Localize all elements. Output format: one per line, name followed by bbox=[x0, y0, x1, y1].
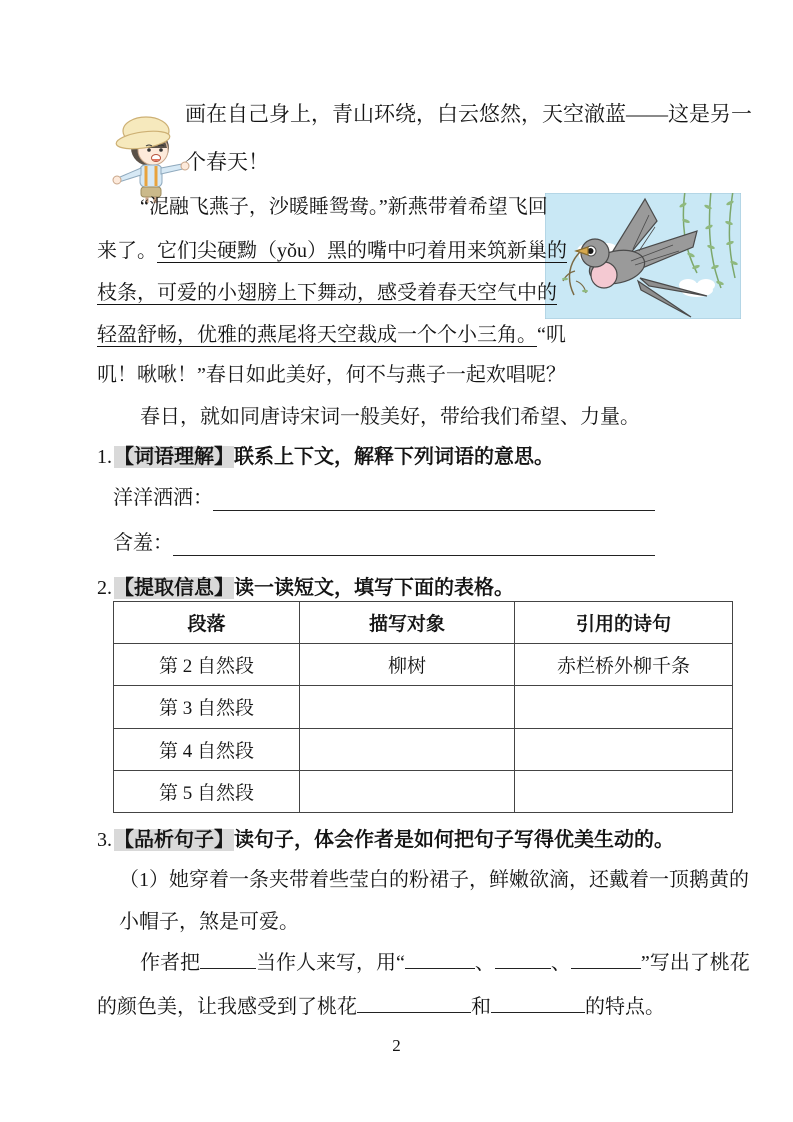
q3-sentence-line-1: （1）她穿着一条夹带着些莹白的粉裙子，鲜嫩欲滴，还戴着一顶鹅黄的 bbox=[119, 869, 749, 891]
table-header-quote: 引用的诗句 bbox=[515, 602, 733, 644]
passage-line-3 bbox=[97, 279, 557, 307]
question-2-number: 2. bbox=[97, 577, 112, 599]
q3-fill-line-2 bbox=[97, 992, 665, 1021]
question-1-text: 联系上下文，解释下列词语的意思。 bbox=[234, 446, 554, 468]
q3-fill-seg-7: 和 bbox=[471, 996, 491, 1018]
q1-item-2 bbox=[113, 530, 655, 556]
q1-item-2-label: 含羞： bbox=[113, 532, 173, 554]
passage-line-4-plain: “叽 bbox=[537, 324, 566, 346]
q3-fill-seg-1: 作者把 bbox=[140, 952, 200, 974]
table-cell-quote-5-blank[interactable] bbox=[515, 770, 733, 812]
question-2-stem bbox=[97, 574, 514, 602]
table-cell-subject-5-blank[interactable] bbox=[300, 770, 515, 812]
intro-line-1: 画在自己身上，青山环绕，白云悠然，天空澈蓝——这是另一 bbox=[185, 102, 752, 126]
q1-item-1 bbox=[113, 485, 655, 511]
passage-line-4-underlined: 轻盈舒畅，优雅的燕尾将天空裁成一个个小三角。 bbox=[97, 324, 537, 346]
q3-fill-seg-6: 的颜色美，让我感受到了桃花 bbox=[97, 996, 357, 1018]
question-1-number: 1. bbox=[97, 446, 112, 468]
swallow-illustration bbox=[545, 193, 741, 319]
table-cell-subject-4-blank[interactable] bbox=[300, 728, 515, 770]
question-3-text: 读句子，体会作者是如何把句子写得优美生动的。 bbox=[234, 829, 674, 851]
table-header-paragraph: 段落 bbox=[114, 602, 300, 644]
question-3-tag: 【品析句子】 bbox=[114, 829, 234, 851]
question-1-stem bbox=[97, 443, 554, 471]
passage-line-2-plain: 来了。 bbox=[97, 240, 157, 262]
q3-fill-line-1 bbox=[140, 948, 750, 977]
question-3-number: 3. bbox=[97, 829, 112, 851]
q3-fill-seg-8: 的特点。 bbox=[585, 996, 665, 1018]
table-cell-subject-3-blank[interactable] bbox=[300, 686, 515, 728]
q3-fill-seg-4: 、 bbox=[550, 952, 571, 974]
table-row bbox=[114, 644, 733, 686]
question-3-stem bbox=[97, 826, 674, 854]
q1-item-2-answer-blank[interactable] bbox=[173, 531, 655, 556]
passage-closing-line: 春日，就如同唐诗宋词一般美好，带给我们希望、力量。 bbox=[140, 406, 640, 428]
q3-sentence-line-2: 小帽子，煞是可爱。 bbox=[119, 911, 299, 933]
question-2-tag: 【提取信息】 bbox=[114, 577, 234, 599]
q1-item-1-answer-blank[interactable] bbox=[213, 486, 655, 511]
q3-answer-blank-2[interactable] bbox=[405, 948, 475, 969]
passage-line-3-underlined: 枝条，可爱的小翅膀上下舞动，感受着春天空气中的 bbox=[97, 282, 557, 304]
q3-fill-seg-5: ”写出了桃花 bbox=[640, 952, 750, 974]
table-cell-quote-2: 赤栏桥外柳千条 bbox=[515, 644, 733, 686]
passage-line-4 bbox=[97, 321, 566, 349]
q3-answer-blank-1[interactable] bbox=[200, 948, 256, 969]
table-cell-subject-2: 柳树 bbox=[300, 644, 515, 686]
table-cell-paragraph-3: 第 3 自然段 bbox=[114, 686, 300, 728]
table-cell-paragraph-4: 第 4 自然段 bbox=[114, 728, 300, 770]
q1-item-1-label: 洋洋洒洒： bbox=[113, 487, 213, 509]
intro-line-2: 个春天！ bbox=[185, 150, 269, 174]
passage-line-5: 叽！啾啾！”春日如此美好，何不与燕子一起欢唱呢？ bbox=[97, 364, 566, 386]
q3-answer-blank-5[interactable] bbox=[357, 992, 471, 1013]
table-cell-paragraph-5: 第 5 自然段 bbox=[114, 770, 300, 812]
table-cell-paragraph-2: 第 2 自然段 bbox=[114, 644, 300, 686]
table-cell-quote-4-blank[interactable] bbox=[515, 728, 733, 770]
cartoon-child-icon bbox=[106, 108, 194, 204]
passage-line-2 bbox=[97, 237, 567, 265]
q3-fill-seg-2: 当作人来写，用“ bbox=[256, 952, 405, 974]
table-header-subject: 描写对象 bbox=[300, 602, 515, 644]
table-row bbox=[114, 728, 733, 770]
page-number: 2 bbox=[392, 1036, 401, 1055]
question-2-text: 读一读短文，填写下面的表格。 bbox=[234, 577, 514, 599]
table-row bbox=[114, 686, 733, 728]
passage-line-2-underlined: 它们尖硬黝（yǒu）黑的嘴中叼着用来筑新巢的 bbox=[157, 240, 567, 262]
question-1-tag: 【词语理解】 bbox=[114, 446, 234, 468]
q3-answer-blank-4[interactable] bbox=[571, 948, 641, 969]
extraction-table bbox=[113, 601, 733, 813]
passage-line-1: “泥融飞燕子，沙暖睡鸳鸯。”新燕带着希望飞回 bbox=[140, 196, 548, 218]
table-cell-quote-3-blank[interactable] bbox=[515, 686, 733, 728]
table-row bbox=[114, 770, 733, 812]
q3-fill-seg-3: 、 bbox=[474, 952, 495, 974]
q3-answer-blank-6[interactable] bbox=[491, 992, 585, 1013]
q3-answer-blank-3[interactable] bbox=[495, 948, 551, 969]
table-header-row bbox=[114, 602, 733, 644]
